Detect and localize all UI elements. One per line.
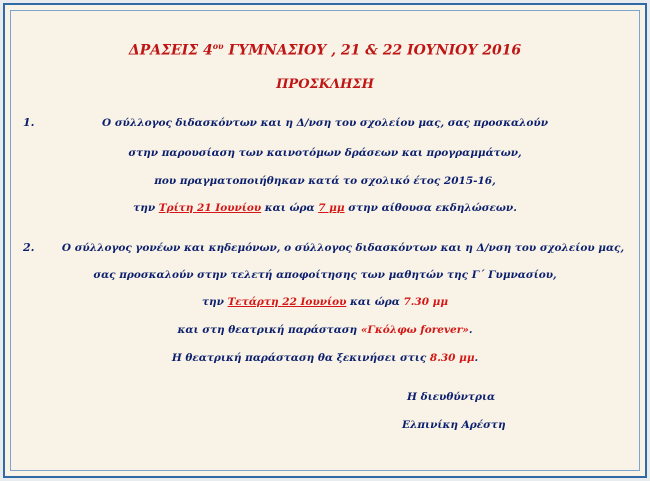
- section1-line4-mid: και ώρα: [261, 202, 319, 214]
- section1-line3: που πραγματοποιήθηκαν κατά το σχολικό έτος 2015-16,: [154, 175, 496, 187]
- section2-show-time: 8.30 μμ: [429, 352, 475, 364]
- section1-line1: Ο σύλλογος διδασκόντων και η Δ/νση του σχολείου μας, σας προσκαλούν: [102, 117, 548, 129]
- section2-line3-prefix: την: [201, 296, 228, 308]
- section2-line5: [5, 352, 645, 364]
- section1-number: 1.: [23, 116, 35, 129]
- section2-line1: Ο σύλλογος γονέων και κηδεμόνων, ο σύλλογος διδασκόντων και η Δ/νση του σχολείου μας,: [61, 242, 625, 254]
- section2-line3: [5, 296, 645, 308]
- title-superscript: ου: [212, 41, 224, 51]
- section2-line5-suffix: .: [474, 352, 479, 364]
- section2-line3-mid: και ώρα: [346, 296, 404, 308]
- title-suffix: ΓΥΜΝΑΣΙΟΥ , 21 & 22 ΙΟΥΝΙΟΥ 2016: [223, 42, 522, 59]
- section2-show-title: «Γκόλφω forever»: [360, 324, 469, 336]
- signature-name: Ελπινίκη Αρέστη: [402, 419, 506, 431]
- section2-line2: σας προσκαλούν στην τελετή αποφοίτησης των μαθητών της Γ΄ Γυμνασίου,: [93, 269, 557, 281]
- section1-time: 7 μμ: [318, 202, 345, 214]
- section1-line4-prefix: την: [133, 202, 159, 214]
- section2-time: 7.30 μμ: [403, 296, 449, 308]
- section2-line4: [5, 324, 645, 336]
- section2-line5-prefix: Η θεατρική παράσταση θα ξεκινήσει στις: [171, 352, 430, 364]
- title-prefix: ΔΡΑΣΕΙΣ 4: [128, 42, 213, 59]
- section2-number: 2.: [23, 241, 35, 254]
- signature-role: Η διευθύντρια: [407, 391, 496, 403]
- section1-date: Τρίτη 21 Ιουνίου: [158, 202, 262, 214]
- document-title: [5, 41, 645, 59]
- section2-date: Τετάρτη 22 Ιουνίου: [227, 296, 347, 308]
- section2-line4-prefix: και στη θεατρική παράσταση: [177, 324, 361, 336]
- section1-line4: [5, 202, 645, 214]
- section1-line4-suffix: στην αίθουσα εκδηλώσεων.: [344, 202, 517, 214]
- section1-line2: στην παρουσίαση των καινοτόμων δράσεων και προγραμμάτων,: [128, 147, 522, 159]
- section2-line4-suffix: .: [468, 324, 473, 336]
- invitation-frame: [3, 3, 647, 478]
- document-subtitle: ΠΡΟΣΚΛΗΣΗ: [276, 77, 374, 92]
